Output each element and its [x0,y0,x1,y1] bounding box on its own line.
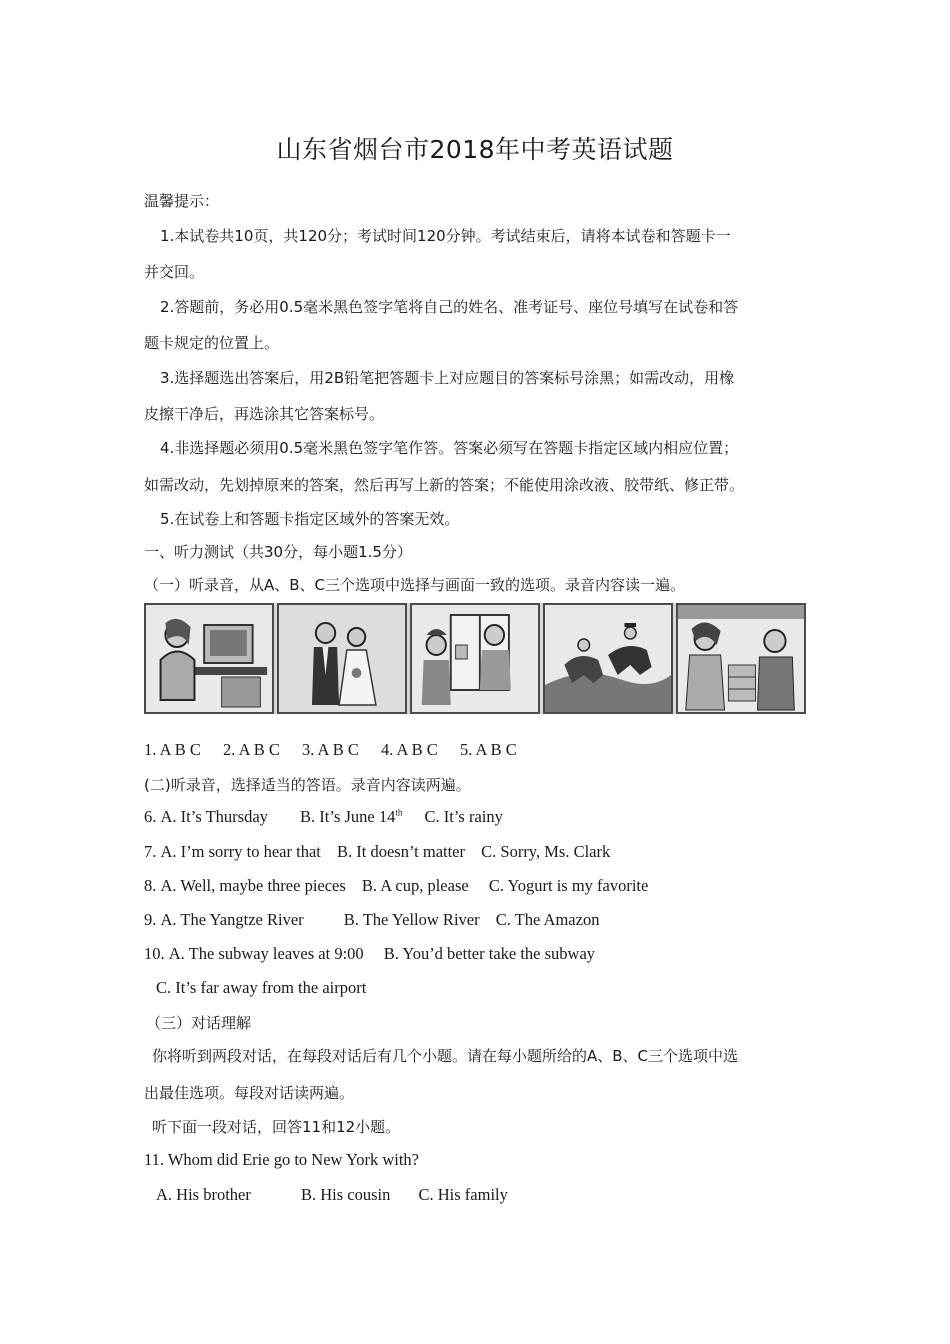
option-b[interactable] [300,807,402,827]
part3-instruction: 听下面一段对话，回答11和12小题。 [152,1118,401,1136]
question-11-options [156,1185,508,1205]
part3-description: 出最佳选项。每段对话读两遍。 [144,1084,355,1102]
notice-line: 皮擦干净后，再选涂其它答案标号。 [144,405,385,423]
option-c[interactable]: C. His family [418,1185,508,1204]
option-c[interactable]: C. It’s rainy [424,807,503,826]
option-b[interactable]: B. It doesn’t matter [337,842,466,861]
picture-shop-scene [676,603,806,714]
part3-description: 你将听到两段对话，在每段对话后有几个小题。请在每小题所给的A、B、C三个选项中选 [152,1047,739,1065]
answer-choice-2[interactable]: 2. A B C [222,740,280,759]
question-11-stem: 11. Whom did Erie go to New York with? [144,1150,419,1169]
option-b[interactable]: B. The Yellow River [343,910,480,929]
question-7 [144,842,610,862]
option-a[interactable]: A. Well, maybe three pieces [160,876,346,895]
picture-girl-at-computer [144,603,274,714]
notice-line: 并交回。 [144,263,205,281]
question-number: 6. [144,807,157,826]
question-8 [144,876,648,896]
notice-line: 4.非选择题必须用0.5毫米黑色签字笔作答。答案必须写在答题卡指定区域内相应位置； [160,439,739,457]
notice-line: 5.在试卷上和答题卡指定区域外的答案无效。 [160,510,460,528]
notice-line: 3.选择题选出答案后，用2B铅笔把答题卡上对应题目的答案标号涂黑；如需改动，用橡 [160,369,735,387]
option-a[interactable]: A. I’m sorry to hear that [160,842,321,861]
answer-choice-1[interactable]: 1. A B C [144,740,201,759]
option-a[interactable]: A. The subway leaves at 9:00 [168,944,364,963]
option-a[interactable]: A. The Yangtze River [160,910,304,929]
question-number: 10. [144,944,165,963]
option-c[interactable]: C. Yogurt is my favorite [488,876,649,895]
answer-choice-4[interactable]: 4. A B C [380,740,438,759]
option-c[interactable]: C. The Amazon [495,910,600,929]
picture-wedding-couple [277,603,407,714]
question-6 [144,807,503,827]
notice-line: 如需改动，先划掉原来的答案，然后再写上新的答案；不能使用涂改液、胶带纸、修正带。 [144,476,745,494]
notice-line: 1.本试卷共10页，共120分；考试时间120分钟。考试结束后，请将本试卷和答题卡一 [160,227,731,245]
listening-pictures [144,603,806,714]
question-10-option-c[interactable]: C. It’s far away from the airport [156,978,367,997]
question-10 [144,944,595,964]
option-b-text: B. It’s June 14 [300,807,396,826]
answer-choice-3[interactable]: 3. A B C [301,740,359,759]
section-heading: 一、听力测试（共30分，每小题1.5分） [144,543,412,561]
ordinal-suffix: th [395,807,403,818]
part1-instruction: （一）听录音，从A、B、C三个选项中选择与画面一致的选项。录音内容读一遍。 [144,576,686,594]
option-b[interactable]: B. A cup, please [361,876,469,895]
part3-heading: （三）对话理解 [146,1014,252,1032]
question-9 [144,910,599,930]
part2-instruction: (二)听录音，选择适当的答语。录音内容读两遍。 [144,776,471,794]
exam-title: 山东省烟台市2018年中考英语试题 [276,135,674,164]
notice-line: 2.答题前，务必用0.5毫米黑色签字笔将自己的姓名、准考证号、座位号填写在试卷和答 [160,298,739,316]
notice-heading: 温馨提示： [144,192,220,210]
option-a[interactable]: A. His brother [156,1185,251,1204]
question-number: 7. [144,842,157,861]
notice-line: 题卡规定的位置上。 [144,334,280,352]
option-c[interactable]: C. Sorry, Ms. Clark [481,842,611,861]
option-b[interactable]: B. You’d better take the subway [383,944,596,963]
question-number: 8. [144,876,157,895]
picture-horse-riders [543,603,673,714]
picture-answers-row [144,740,517,760]
picture-window-cleaning [410,603,540,714]
option-a[interactable]: A. It’s Thursday [160,807,268,826]
question-number: 9. [144,910,157,929]
option-b[interactable]: B. His cousin [300,1185,391,1204]
answer-choice-5[interactable]: 5. A B C [459,740,517,759]
